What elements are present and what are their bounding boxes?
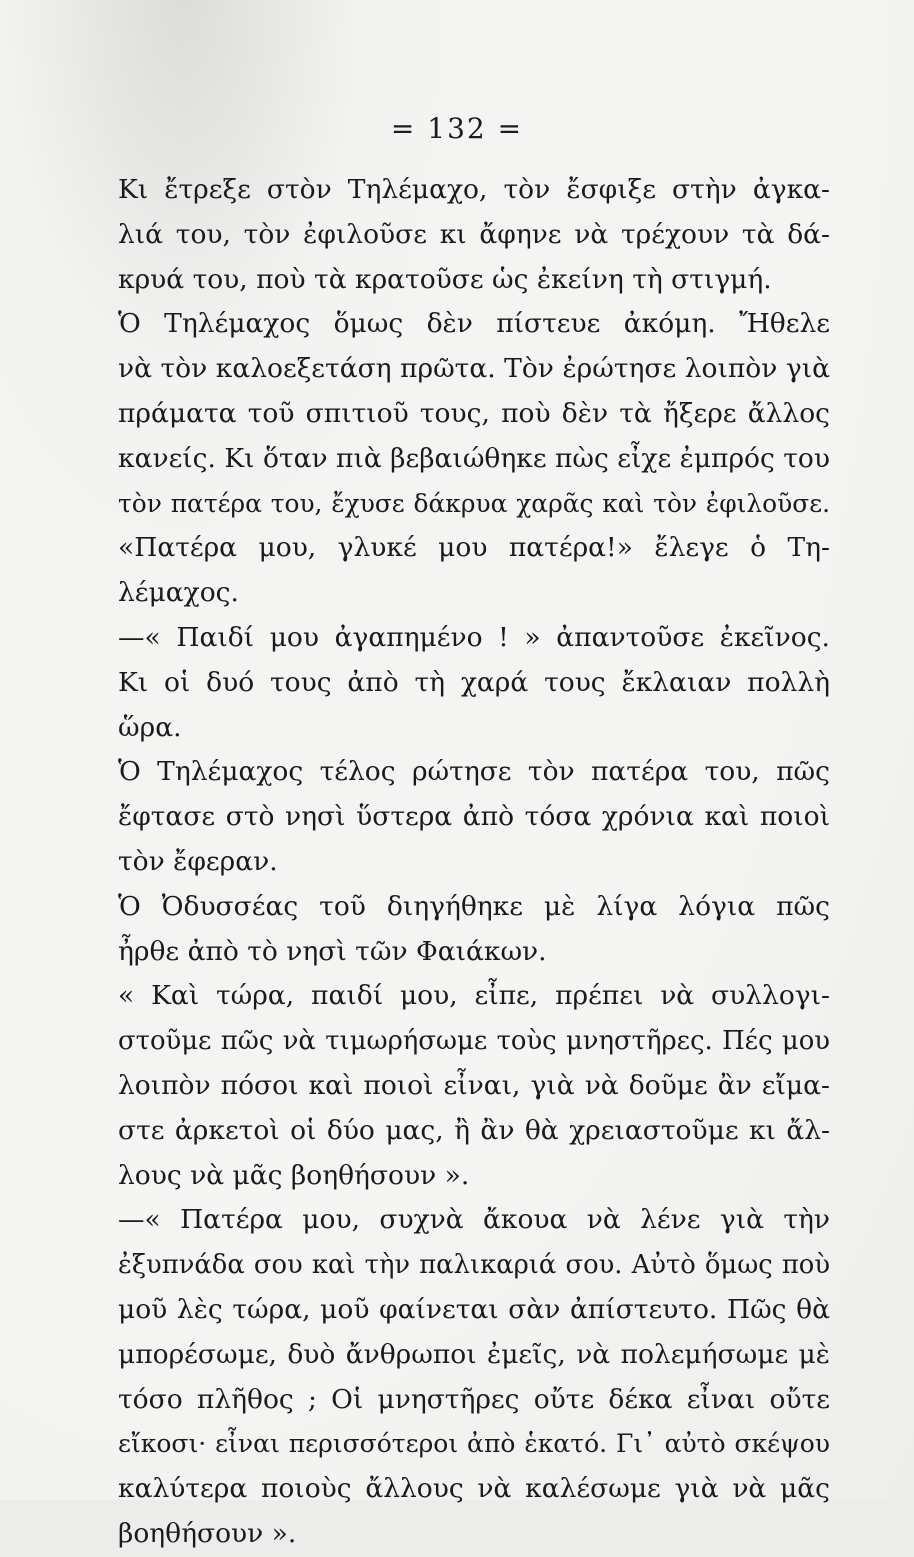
text-line: τὸν πατέρα του, ἔχυσε δάκρυα χαρᾶς καὶ τὸν ἐφιλοῦσε. (118, 488, 830, 518)
text-line: ἐξυπνάδα σου καὶ τὴν παλικαριά σου. Αὐτὸ ὅμως ποὺ (118, 1250, 830, 1281)
text-line: μπορέσωμε, δυὸ ἄνθρωποι ἐμεῖς, νὰ πολεμήσωμε μὲ (118, 1338, 830, 1370)
text-line: μοῦ λὲς τώρα, μοῦ φαίνεται σὰν ἀπίστευτο. Πῶς θὰ (118, 1293, 830, 1325)
text-line: πράματα τοῦ σπιτιοῦ τους, ποὺ δὲν τὰ ἤξερε ἄλλος (118, 397, 830, 429)
text-line: καλύτερα ποιοὺς ἄλλους νὰ καλέσωμε γιὰ νὰ μᾶς (118, 1473, 830, 1505)
text-line: ὥρα. (118, 711, 182, 743)
text-line: Ὁ Τηλέμαχος ὅμως δὲν πίστευε ἀκόμη. Ἤθελε (118, 308, 830, 340)
text-line: τόσο πλῆθος ; Οἱ μνηστῆρες οὔτε δέκα εἶναι οὔτε (118, 1383, 830, 1415)
text-line: ἦρθε ἀπὸ τὸ νησὶ τῶν Φαιάκων. (118, 935, 547, 967)
text-line: εἴκοσι· εἶναι περισσότεροι ἀπὸ ἑκατό. Γι᾿ αὐτὸ σκέψου (118, 1429, 830, 1459)
text-line: κανείς. Κι ὅταν πιὰ βεβαιώθηκε πὼς εἶχε ἐμπρός του (118, 442, 830, 474)
text-line: λους νὰ μᾶς βοηθήσουν ». (118, 1159, 470, 1191)
text-line: λιά του, τὸν ἐφιλοῦσε κι ἄφηνε νὰ τρέχουν τὰ δά- (118, 218, 830, 250)
page-number: = 132 = (390, 112, 524, 145)
text-line: νὰ τὸν καλοεξετάση πρῶτα. Τὸν ἐρώτησε λοιπὸν γιὰ (118, 353, 830, 385)
text-line: λοιπὸν πόσοι καὶ ποιοὶ εἶναι, γιὰ νὰ δοῦμε ἂν εἴμα- (118, 1069, 830, 1101)
text-line: Ὁ Ὀδυσσέας τοῦ διηγήθηκε μὲ λίγα λόγια πῶς (118, 890, 830, 922)
text-line: στοῦμε πῶς νὰ τιμωρήσωμε τοὺς μνηστῆρες. Πές μου (118, 1026, 830, 1057)
text-line: Ὁ Τηλέμαχος τέλος ρώτησε τὸν πατέρα του, πῶς (118, 756, 830, 788)
text-line: λέμαχος. (118, 577, 239, 609)
text-line: στε ἀρκετοὶ οἱ δύο μας, ἢ ἂν θὰ χρειαστοῦμε κι ἄλ- (118, 1114, 830, 1146)
text-line: «Πατέρα μου, γλυκέ μου πατέρα!» ἔλεγε ὁ Τη- (118, 532, 830, 564)
text-line: « Καὶ τώρα, παιδί μου, εἶπε, πρέπει νὰ συλλογι- (118, 980, 830, 1012)
text-line: τὸν ἔφεραν. (118, 845, 278, 877)
text-line: Κι οἱ δυό τους ἀπὸ τὴ χαρά τους ἔκλαιαν πολλὴ (118, 666, 830, 698)
text-line: ἔφτασε στὸ νησὶ ὕστερα ἀπὸ τόσα χρόνια καὶ ποιοὶ (118, 801, 830, 833)
text-line: βοηθήσουν ». (118, 1517, 297, 1549)
text-line: —« Παιδί μου ἀγαπημένο ! » ἀπαντοῦσε ἐκεῖνος. (118, 621, 830, 653)
text-line: κρυά του, ποὺ τὰ κρατοῦσε ὡς ἐκείνη τὴ στιγμή. (118, 263, 772, 295)
text-line: Κι ἔτρεξε στὸν Τηλέμαχο, τὸν ἔσφιξε στὴν ἀγκα- (118, 174, 830, 205)
body-text (118, 168, 830, 1557)
text-line: —« Πατέρα μου, συχνὰ ἄκουα νὰ λένε γιὰ τὴν (118, 1204, 830, 1236)
